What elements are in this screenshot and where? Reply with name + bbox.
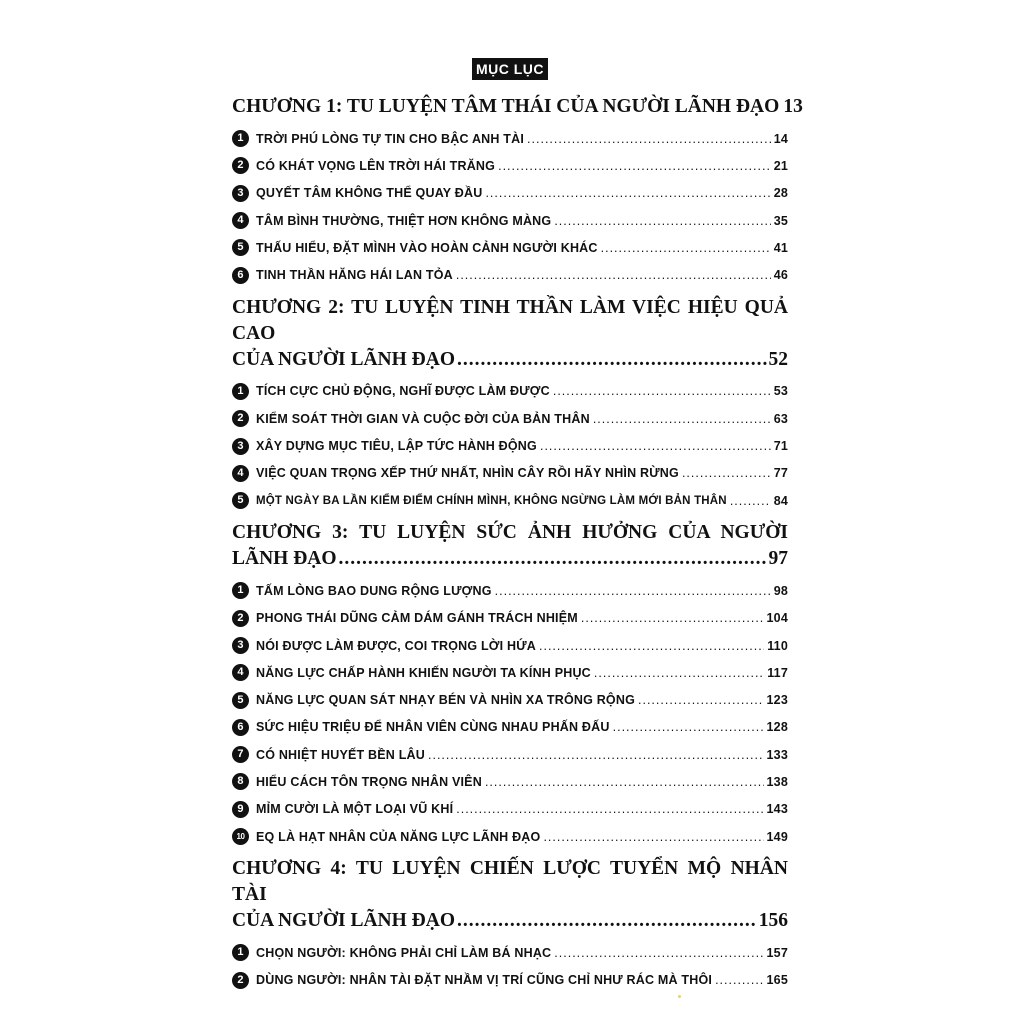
dot-leader [601, 241, 771, 255]
chapter-title-text: CỦA NGƯỜI LÃNH ĐẠO [232, 910, 455, 932]
section-entry[interactable] [232, 768, 788, 795]
dot-leader [581, 611, 764, 625]
toc-header-wrap [232, 58, 788, 82]
dot-leader [457, 908, 757, 934]
dot-leader [456, 802, 763, 816]
section-entry[interactable] [232, 632, 788, 659]
section-entry[interactable] [232, 180, 788, 207]
number-badge: 8 [232, 773, 249, 790]
section-list [232, 378, 788, 514]
section-label: CHỌN NGƯỜI: KHÔNG PHẢI CHỈ LÀM BÁ NHẠC [256, 945, 552, 960]
number-badge: 3 [232, 438, 249, 455]
number-badge: 6 [232, 719, 249, 736]
section-label: EQ LÀ HẠT NHÂN CỦA NĂNG LỰC LÃNH ĐẠO [256, 829, 541, 844]
chapter-2 [232, 295, 788, 514]
chapter-list [232, 94, 803, 994]
section-page-number: 128 [766, 720, 788, 735]
section-label: NĂNG LỰC CHẤP HÀNH KHIẾN NGƯỜI TA KÍNH PHỤC [256, 665, 591, 680]
chapter-title-line: CHƯƠNG 4: TU LUYỆN CHIẾN LƯỢC TUYỂN MỘ NHÂN TÀI [232, 858, 788, 906]
section-page-number: 117 [767, 665, 788, 680]
chapter-page-number: 13 [783, 96, 803, 117]
section-label: TÂM BÌNH THƯỜNG, THIỆT HƠN KHÔNG MÀNG [256, 213, 552, 228]
section-page-number: 133 [766, 747, 788, 762]
chapter-title-entry [232, 347, 788, 373]
dot-leader [593, 412, 771, 426]
section-entry[interactable] [232, 605, 788, 632]
section-label: DÙNG NGƯỜI: NHÂN TÀI ĐẶT NHẦM VỊ TRÍ CŨNG CHỈ NHƯ RÁC MÀ THÔI [256, 973, 713, 988]
chapter-title-entry [232, 908, 788, 934]
chapter-title-line: CHƯƠNG 2: TU LUYỆN TINH THẦN LÀM VIỆC HIỆU QUẢ CAO [232, 296, 788, 344]
number-badge: 10 [232, 828, 249, 845]
dot-leader [730, 494, 771, 508]
number-badge: 1 [232, 383, 249, 400]
chapter-page-number: 97 [768, 548, 788, 570]
chapter-title-line: CHƯƠNG 3: TU LUYỆN SỨC ẢNH HƯỞNG CỦA NGƯỜI [232, 522, 788, 544]
section-page-number: 138 [766, 774, 788, 789]
section-label: NÓI ĐƯỢC LÀM ĐƯỢC, COI TRỌNG LỜI HỨA [256, 638, 537, 653]
number-badge: 1 [232, 944, 249, 961]
dot-leader [682, 466, 771, 480]
chapter-title-text: CỦA NGƯỜI LÃNH ĐẠO [232, 348, 455, 370]
chapter-page-number: 52 [768, 348, 788, 370]
section-label: THẤU HIỂU, ĐẶT MÌNH VÀO HOÀN CẢNH NGƯỜI KHÁC [256, 240, 598, 255]
dot-leader [485, 775, 764, 789]
dot-leader [553, 384, 771, 398]
number-badge: 5 [232, 692, 249, 709]
dot-leader [428, 748, 764, 762]
chapter-title-entry [232, 546, 788, 572]
number-badge: 4 [232, 465, 249, 482]
number-badge: 4 [232, 664, 249, 681]
section-page-number: 110 [767, 638, 788, 653]
number-badge: 6 [232, 267, 249, 284]
number-badge: 3 [232, 185, 249, 202]
section-page-number: 46 [773, 268, 788, 283]
number-badge: 3 [232, 637, 249, 654]
section-entry[interactable] [232, 432, 788, 459]
section-entry[interactable] [232, 714, 788, 741]
chapter-3 [232, 520, 788, 850]
section-page-number: 77 [773, 466, 788, 481]
dot-leader [543, 830, 763, 844]
section-entry[interactable] [232, 686, 788, 713]
section-label: VIỆC QUAN TRỌNG XẾP THỨ NHẤT, NHÌN CÂY RỒI HÃY NHÌN RỪNG [256, 466, 679, 481]
section-page-number: 14 [773, 131, 788, 146]
section-list [232, 577, 788, 850]
number-badge: 2 [232, 972, 249, 989]
section-page-number: 143 [766, 802, 788, 817]
section-label: TRỜI PHÚ LÒNG TỰ TIN CHO BẬC ANH TÀI [256, 131, 525, 146]
section-entry[interactable] [232, 796, 788, 823]
dot-leader [638, 693, 764, 707]
section-entry[interactable] [232, 460, 788, 487]
number-badge: 1 [232, 582, 249, 599]
section-label: HIỂU CÁCH TÔN TRỌNG NHÂN VIÊN [256, 774, 482, 789]
number-badge: 9 [232, 801, 249, 818]
section-page-number: 53 [773, 384, 788, 399]
number-badge: 1 [232, 130, 249, 147]
section-entry[interactable] [232, 405, 788, 432]
section-entry[interactable] [232, 152, 788, 179]
section-page-number: 71 [773, 439, 788, 454]
section-label: MỈM CƯỜI LÀ MỘT LOẠI VŨ KHÍ [256, 802, 454, 817]
chapter-title-text: CHƯƠNG 1: TU LUYỆN TÂM THÁI CỦA NGƯỜI LÃNH ĐẠO [232, 96, 780, 117]
section-page-number: 104 [766, 611, 788, 626]
chapter-title[interactable] [232, 295, 788, 373]
chapter-title[interactable] [232, 520, 788, 572]
dot-leader [715, 973, 763, 987]
section-entry[interactable] [232, 823, 788, 850]
dot-leader [594, 666, 764, 680]
dot-leader [539, 639, 764, 653]
section-page-number: 165 [766, 973, 788, 988]
section-label: CÓ KHÁT VỌNG LÊN TRỜI HÁI TRĂNG [256, 158, 496, 173]
dot-leader [554, 214, 770, 228]
section-entry[interactable] [232, 577, 788, 604]
number-badge: 5 [232, 492, 249, 509]
toc-page [232, 58, 803, 994]
chapter-title[interactable] [232, 856, 788, 934]
chapter-title-text: LÃNH ĐẠO [232, 548, 337, 570]
section-entry[interactable] [232, 741, 788, 768]
section-list [232, 125, 788, 289]
section-page-number: 35 [773, 213, 788, 228]
section-entry[interactable] [232, 487, 788, 514]
section-label: TINH THẦN HĂNG HÁI LAN TỎA [256, 268, 453, 283]
number-badge: 2 [232, 610, 249, 627]
section-entry[interactable] [232, 378, 788, 405]
chapter-1 [232, 94, 803, 289]
paper-speck [678, 995, 681, 998]
section-page-number: 157 [766, 945, 788, 960]
dot-leader [485, 186, 770, 200]
dot-leader [613, 720, 764, 734]
section-label: NĂNG LỰC QUAN SÁT NHẠY BÉN VÀ NHÌN XA TRÔNG RỘNG [256, 693, 636, 708]
section-label: CÓ NHIỆT HUYẾT BỀN LÂU [256, 747, 425, 762]
dot-leader [495, 584, 771, 598]
number-badge: 7 [232, 746, 249, 763]
section-label: MỘT NGÀY BA LẦN KIỂM ĐIỂM CHÍNH MÌNH, KHÔNG NGỪNG LÀM MỚI BẢN THÂN [256, 494, 727, 507]
section-page-number: 28 [773, 186, 788, 201]
section-label: KIỂM SOÁT THỜI GIAN VÀ CUỘC ĐỜI CỦA BẢN THÂN [256, 411, 590, 426]
dot-leader [540, 439, 771, 453]
section-entry[interactable] [232, 659, 788, 686]
section-label: SỨC HIỆU TRIỆU ĐỂ NHÂN VIÊN CÙNG NHAU PHẤN ĐẤU [256, 720, 610, 735]
section-label: TÍCH CỰC CHỦ ĐỘNG, NGHĨ ĐƯỢC LÀM ĐƯỢC [256, 384, 550, 399]
dot-leader [527, 132, 771, 146]
section-page-number: 98 [773, 583, 788, 598]
section-page-number: 84 [773, 493, 788, 508]
dot-leader [457, 347, 767, 373]
section-entry[interactable] [232, 125, 788, 152]
section-list [232, 939, 788, 994]
section-entry[interactable] [232, 234, 788, 261]
section-entry[interactable] [232, 261, 788, 288]
dot-leader [456, 268, 771, 282]
dot-leader [339, 546, 767, 572]
number-badge: 5 [232, 239, 249, 256]
dot-leader [498, 159, 771, 173]
section-page-number: 21 [773, 158, 788, 173]
chapter-title[interactable] [232, 94, 803, 120]
section-page-number: 149 [766, 829, 788, 844]
section-label: PHONG THÁI DŨNG CẢM DÁM GÁNH TRÁCH NHIỆM [256, 611, 578, 626]
number-badge: 4 [232, 212, 249, 229]
toc-header: MỤC LỤC [472, 58, 548, 80]
section-page-number: 63 [773, 411, 788, 426]
section-entry[interactable] [232, 207, 788, 234]
number-badge: 2 [232, 157, 249, 174]
section-label: QUYẾT TÂM KHÔNG THỂ QUAY ĐẦU [256, 186, 483, 201]
section-entry[interactable] [232, 967, 788, 994]
section-page-number: 41 [773, 240, 788, 255]
number-badge: 2 [232, 410, 249, 427]
chapter-4 [232, 856, 788, 994]
section-label: TẤM LÒNG BAO DUNG RỘNG LƯỢNG [256, 583, 492, 598]
section-label: XÂY DỰNG MỤC TIÊU, LẬP TỨC HÀNH ĐỘNG [256, 439, 537, 454]
chapter-title-entry [232, 94, 803, 120]
section-page-number: 123 [766, 693, 788, 708]
dot-leader [554, 946, 763, 960]
section-entry[interactable] [232, 939, 788, 966]
chapter-page-number: 156 [758, 910, 788, 932]
